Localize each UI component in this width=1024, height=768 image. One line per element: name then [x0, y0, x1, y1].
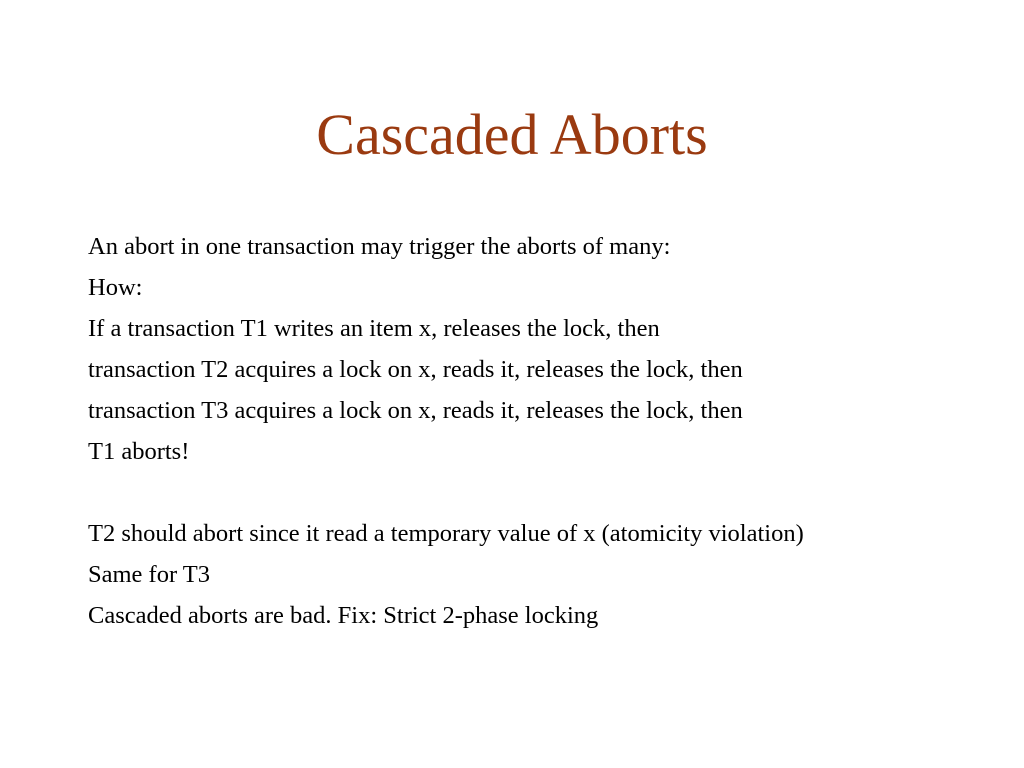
body-line: T2 should abort since it read a temporary value of x (atomicity violation) — [88, 520, 804, 547]
slide-body — [88, 226, 988, 636]
body-line: An abort in one transaction may trigger the aborts of many: — [88, 233, 671, 260]
body-line: How: — [88, 274, 143, 301]
body-line: transaction T2 acquires a lock on x, reads it, releases the lock, then — [88, 356, 743, 383]
body-line: transaction T3 acquires a lock on x, reads it, releases the lock, then — [88, 397, 743, 424]
body-line: Same for T3 — [88, 561, 211, 588]
body-line: If a transaction T1 writes an item x, releases the lock, then — [88, 315, 660, 342]
body-line: T1 aborts! — [88, 438, 190, 465]
body-line: Cascaded aborts are bad. Fix: Strict 2-phase locking — [88, 602, 599, 629]
slide-title: Cascaded Aborts — [316, 102, 708, 167]
blank-line — [88, 472, 988, 513]
